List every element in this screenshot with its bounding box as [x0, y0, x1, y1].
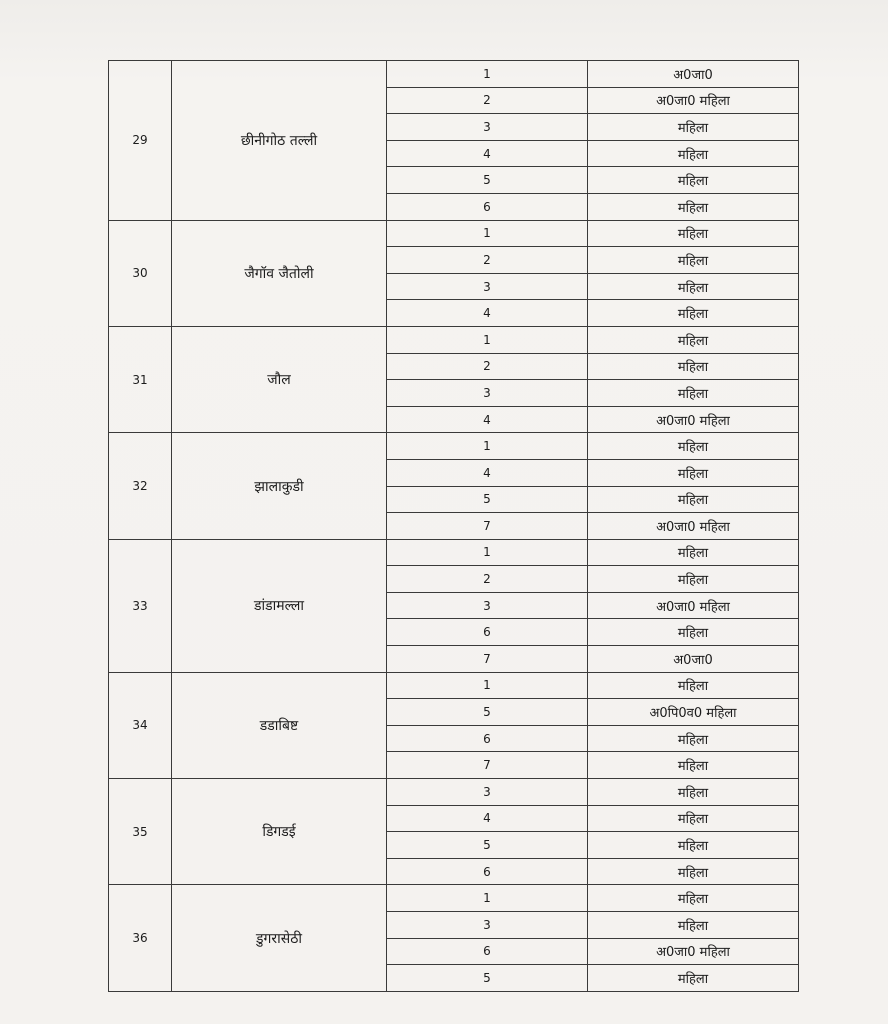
ward-number-cell: 4: [387, 140, 588, 167]
ward-number-cell: 4: [387, 805, 588, 832]
table-row: [109, 220, 799, 247]
reservation-category-cell: अ0जा0: [588, 646, 799, 673]
ward-number-cell: 6: [387, 725, 588, 752]
reservation-category-cell: महिला: [588, 858, 799, 885]
ward-number-cell: 1: [387, 672, 588, 699]
table-row: [109, 326, 799, 353]
ward-number-cell: 6: [387, 193, 588, 220]
reservation-category-cell: महिला: [588, 140, 799, 167]
serial-number-cell: 31: [109, 326, 172, 432]
ward-number-cell: 6: [387, 858, 588, 885]
table-row: [109, 672, 799, 699]
ward-number-cell: 7: [387, 513, 588, 540]
reservation-category-cell: महिला: [588, 805, 799, 832]
reservation-category-cell: महिला: [588, 193, 799, 220]
ward-number-cell: 1: [387, 539, 588, 566]
ward-number-cell: 3: [387, 779, 588, 806]
village-name-cell: डुगरासेठी: [172, 885, 387, 991]
village-name-cell: डांडामल्ला: [172, 539, 387, 672]
serial-number-cell: 36: [109, 885, 172, 991]
reservation-category-cell: महिला: [588, 380, 799, 407]
ward-number-cell: 2: [387, 247, 588, 274]
reservation-category-cell: महिला: [588, 459, 799, 486]
serial-number-cell: 35: [109, 779, 172, 885]
reservation-category-cell: अ0जा0 महिला: [588, 513, 799, 540]
village-name-cell: झालाकुडी: [172, 433, 387, 539]
reservation-category-cell: महिला: [588, 752, 799, 779]
ward-number-cell: 6: [387, 619, 588, 646]
ward-number-cell: 4: [387, 459, 588, 486]
reservation-table-body: [109, 61, 799, 992]
reservation-category-cell: महिला: [588, 779, 799, 806]
ward-number-cell: 2: [387, 87, 588, 114]
ward-number-cell: 3: [387, 114, 588, 141]
reservation-category-cell: महिला: [588, 672, 799, 699]
reservation-category-cell: अ0जा0 महिला: [588, 938, 799, 965]
serial-number-cell: 32: [109, 433, 172, 539]
ward-number-cell: 2: [387, 353, 588, 380]
reservation-category-cell: महिला: [588, 486, 799, 513]
village-name-cell: डिगडई: [172, 779, 387, 885]
reservation-category-cell: महिला: [588, 912, 799, 939]
ward-number-cell: 1: [387, 220, 588, 247]
village-name-cell: जौल: [172, 326, 387, 432]
ward-number-cell: 6: [387, 938, 588, 965]
ward-number-cell: 4: [387, 300, 588, 327]
ward-number-cell: 5: [387, 486, 588, 513]
ward-number-cell: 5: [387, 167, 588, 194]
table-row: [109, 433, 799, 460]
ward-number-cell: 7: [387, 646, 588, 673]
serial-number-cell: 34: [109, 672, 172, 778]
reservation-category-cell: महिला: [588, 566, 799, 593]
ward-number-cell: 5: [387, 699, 588, 726]
reservation-category-cell: महिला: [588, 273, 799, 300]
reservation-category-cell: महिला: [588, 326, 799, 353]
ward-number-cell: 1: [387, 326, 588, 353]
reservation-category-cell: महिला: [588, 725, 799, 752]
ward-number-cell: 1: [387, 433, 588, 460]
reservation-category-cell: अ0जा0 महिला: [588, 592, 799, 619]
reservation-category-cell: महिला: [588, 247, 799, 274]
village-name-cell: जैगॉव जैतोली: [172, 220, 387, 326]
table-row: [109, 61, 799, 88]
ward-number-cell: 3: [387, 273, 588, 300]
ward-number-cell: 5: [387, 832, 588, 859]
reservation-category-cell: महिला: [588, 353, 799, 380]
table-row: [109, 885, 799, 912]
ward-number-cell: 4: [387, 406, 588, 433]
village-name-cell: छीनीगोठ तल्ली: [172, 61, 387, 221]
ward-number-cell: 2: [387, 566, 588, 593]
ward-number-cell: 7: [387, 752, 588, 779]
table-row: [109, 779, 799, 806]
reservation-category-cell: अ0जा0: [588, 61, 799, 88]
reservation-category-cell: महिला: [588, 433, 799, 460]
reservation-category-cell: अ0जा0 महिला: [588, 87, 799, 114]
ward-number-cell: 3: [387, 912, 588, 939]
serial-number-cell: 29: [109, 61, 172, 221]
village-name-cell: डडाबिष्ट: [172, 672, 387, 778]
reservation-category-cell: अ0पि0व0 महिला: [588, 699, 799, 726]
table-row: [109, 539, 799, 566]
reservation-category-cell: महिला: [588, 114, 799, 141]
reservation-category-cell: महिला: [588, 619, 799, 646]
ward-number-cell: 3: [387, 380, 588, 407]
reservation-category-cell: महिला: [588, 539, 799, 566]
reservation-table: [108, 60, 799, 992]
reservation-category-cell: अ0जा0 महिला: [588, 406, 799, 433]
reservation-category-cell: महिला: [588, 300, 799, 327]
serial-number-cell: 30: [109, 220, 172, 326]
ward-number-cell: 1: [387, 885, 588, 912]
serial-number-cell: 33: [109, 539, 172, 672]
reservation-category-cell: महिला: [588, 167, 799, 194]
reservation-category-cell: महिला: [588, 965, 799, 992]
ward-number-cell: 5: [387, 965, 588, 992]
reservation-category-cell: महिला: [588, 220, 799, 247]
ward-number-cell: 1: [387, 61, 588, 88]
reservation-category-cell: महिला: [588, 885, 799, 912]
ward-number-cell: 3: [387, 592, 588, 619]
reservation-table-wrapper: [108, 60, 799, 992]
reservation-category-cell: महिला: [588, 832, 799, 859]
